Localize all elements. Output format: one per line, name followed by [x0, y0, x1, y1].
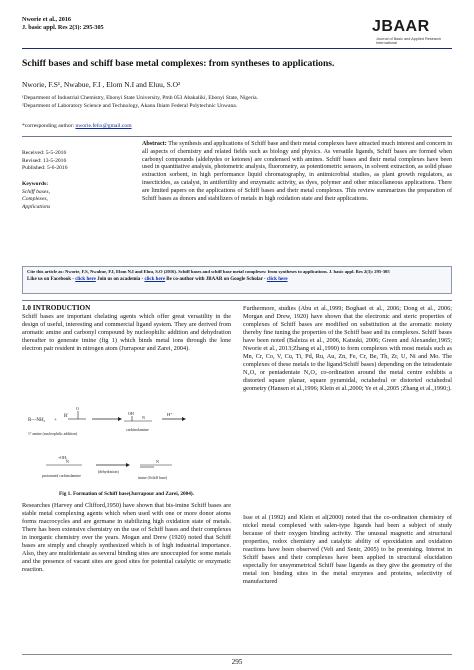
abstract — [142, 141, 452, 203]
footer-rule — [22, 654, 452, 655]
figure-caption: Fig 1. Formation of Schiff base(Jurrapour and Zarei, 2004). — [58, 491, 195, 497]
published-date: Published: 5-6-2016 — [22, 165, 68, 172]
corresponding-email-link[interactable]: nworie.felix@gmail.com — [75, 123, 132, 129]
journal-logo — [352, 10, 452, 50]
header-journal-ref: J. basic appl. Res 2(3): 295-305 — [22, 24, 104, 31]
academia-link[interactable]: click here — [144, 277, 166, 282]
svg-text:OH: OH — [128, 411, 134, 416]
journal-logo-subtitle: Journal of Basic and Applied Research International — [376, 37, 442, 46]
dehydration-note: (dehydration) — [98, 470, 119, 474]
protonated-note: protonated carbinolamine — [42, 474, 81, 478]
divider — [22, 136, 452, 137]
citation-box — [22, 266, 452, 294]
keyword-item: Applications — [22, 203, 51, 210]
intro-paragraph-1: Schiff bases are important chelating agents which offer great versatility in the design of useful, interesting and commercial ligand system. They are derived from aromatic amine and carbonyl compound by nucleophilic addition and dehydration thereafter to generate imine (fig 1) which binds metal ions through the lone electron pair resident in nitrogen atom (Jurrapour and Zarei, 2004). — [22, 313, 231, 353]
amine-label: R—NH₂ — [28, 418, 46, 423]
section-heading-introduction: 1.0 INTRODUCTION — [22, 304, 91, 312]
article-title: Schiff bases and schiff base metal complexes: from syntheses to applications. — [22, 58, 335, 69]
affiliation-2: ²Department of Laboratory Science and Technology, Akanu Ibiam Federal Polytechnic Unwana. — [22, 103, 238, 109]
divider — [22, 300, 452, 301]
article-dates — [22, 150, 68, 173]
page-number: 295 — [231, 658, 243, 666]
scholar-link[interactable]: click here — [266, 277, 288, 282]
header-citation — [22, 16, 104, 32]
affiliation-1: ¹Department of Industrial Chemistry, Ebonyi State University, Pmb 053 Abakaliki, Ebonyi State, Nigeria. — [22, 95, 259, 101]
abstract-label: Abstract: — [142, 141, 167, 147]
keyword-item: Complexes, — [22, 196, 48, 203]
intro-right-paragraph-1: Furthermore, studies (Abu et al.,1999; Boghaei et al., 2006; Dong et al., 2006; Morgan and Drew, 1920) have shown that the electronic and steric properties of complexes of Schiff bases are modified on substitution at the aromatic moiety thereby fine tuning the properties of the Schiff base and its complexes. Schiff bases have been noted (Baleiza et al., 2006, Katsuki, 2006; Green and Alexander,1965; Nworie et al., 2013;Zhang et al.,1990) to form complexes with most metals such as Mn, Cr, Co, V, Cu, Ti, Pd, Ru, Au, Zn, Fe, Cr, Be, Th, Zr, U, Ni and Mo. The complexes of these metals to the ligand/Schiff bases) depending on the tetradentate N₂O₂ or pentadentate N₃O₂ co-ordination around the metal centre exhibits a distorted square planar, square pyramidal, octahedral or distorted octahedral geometry (Hansen et al.,1996; Klein et al.,2000; Ye et al.,2005 ;Zhang et al.,1990;). — [243, 305, 452, 393]
svg-text:N: N — [66, 459, 69, 464]
revised-date: Revised: 13-5-2016 — [22, 157, 67, 164]
carbinol-label: carbinolamine — [126, 427, 149, 432]
citation-text: Cite this article as: Nworie, F.S, Nwabue, F.I, Elom N.I and Eluu, S.O (2016). Schiff bases and schiff base metal complexes: from syntheses to applications. J. basic appl. Res 2(3): 295-305 — [27, 269, 390, 274]
article-authors: Nworie, F.S¹, Nwabue, F.I , Elom N.I and Eluu, S.O² — [22, 80, 181, 89]
corresponding-author — [22, 122, 132, 130]
keyword-item: Schiff bases, — [22, 188, 50, 195]
reaction-scheme — [22, 407, 231, 489]
intro-right-paragraph-2: Isse et al (1992) and Klein et al(2000) noted that the co-ordination chemistry of nickel metal complexed with salen-type ligands had been a subject of study because of their oxygen binding activity. The unusual magnetic and structural properties, redox chemistry and catalytic ability of epoxidation and oxidation reactions have been observed (Veli and Senir, 2005) to be promising. Interest in Schiff bases and their complexes have been applied in structural elucidation especially for unsymmetrical Schiff base ligands as they give the geometry of the metal ion binding sites in the metal enzymes and proteins, selectivity of manufactured — [243, 514, 452, 586]
svg-text:O: O — [76, 407, 79, 411]
journal-logo-text: JBAAR — [372, 18, 430, 35]
academia-prompt: Join us on academia - — [95, 277, 145, 282]
carbonyl-label: R′ — [64, 414, 69, 419]
keywords — [22, 181, 50, 211]
facebook-link[interactable]: click here — [75, 277, 96, 282]
keywords-heading: Keywords: — [22, 181, 49, 187]
svg-text:N: N — [156, 459, 159, 464]
plus-sign: + — [54, 418, 57, 423]
svg-text:+OH₂: +OH₂ — [58, 455, 68, 460]
facebook-prompt: Like us on Facebook - — [27, 277, 76, 282]
acid-label: H⁺ — [167, 412, 173, 417]
header-rule — [22, 48, 452, 49]
scholar-prompt: Be co-author with JBAAR on Google Scholar - — [165, 277, 267, 282]
intro-paragraph-2: Researches (Harvey and Clifford,1950) have shown that bis-imine Schiff bases are stable metal complexing agents which when used with one or more donor atoms forms macrocycles and are germane in stabilizing high oxidation state of metals. There has been extensive chemistry on the use of Schiff bases and their complexes in inorganic chemistry over the years. Mogan and Drew (1920) noted that Schiff bases are simply and cheaply synthesized which is of high industrial importance. Also, they are multidentate as several binding sites are unoccupied for some metals and the presence of vacant sites are good sites for potential catalytic or enzymatic reaction. — [22, 502, 231, 574]
received-date: Received: 5-5-2016 — [22, 150, 67, 156]
figure-schiff-base-formation — [22, 407, 231, 489]
corresponding-label: *corresponding author: — [22, 123, 75, 129]
nucleophile-note: 1° amine (nucleophilic addition) — [28, 432, 78, 436]
imine-note: imine (Schiff base) — [138, 476, 168, 480]
svg-text:N: N — [142, 415, 145, 420]
header-authors: Nworie et al., 2016 — [22, 16, 71, 23]
abstract-text: The synthesis and applications of Schiff base and their metal complexes have attracted much interest and concern in all aspects of chemistry and related fields such as biology and physics. As versatile ligands, Schiff bases are formed when carbonyl compounds (aldehydes or ketones) are condensed with amines. Schiff bases and their metal complexes have been used in quantitative analysis, photometric analysis, fluorometry, as potentiometric sensors, in solvent extraction, as solid phase extraction sorbent, in high performance liquid chromatography, in antimicrobial studies, as plant growth regulators, as insecticides, as catalyst, in antifertility and enzymatic activity, as dyes, polymer and other miscellaneous applications. There are limited papers on the applications of Schiff bases and their metal complexes. This review summarizes the preparation of Schiff bases as donors and stabilizers of metals in high oxidation state and their applications. — [142, 141, 452, 202]
social-links — [27, 276, 447, 283]
